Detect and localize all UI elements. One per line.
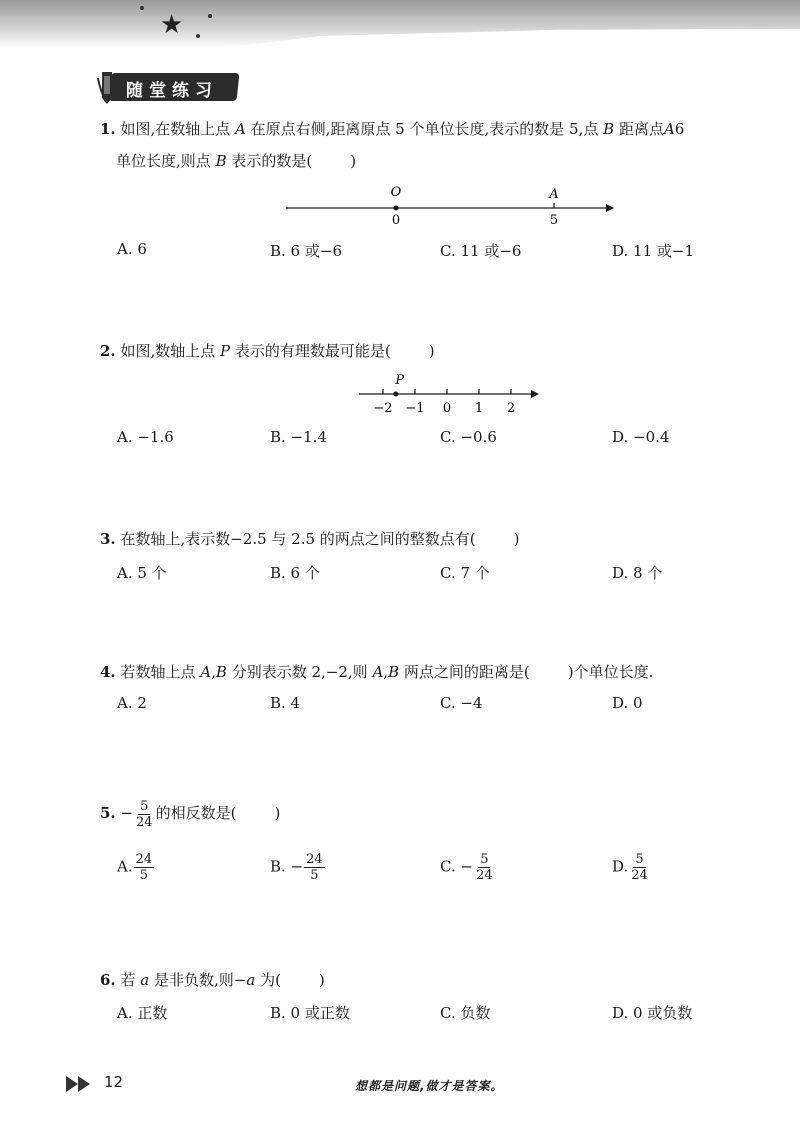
question-text: ) <box>513 530 520 548</box>
question-text: 分别表示数 2,−2,则 <box>231 663 368 681</box>
question-text: 如图,数轴上点 <box>120 342 216 360</box>
numerator: 5 <box>140 798 149 814</box>
denominator: 5 <box>310 868 319 883</box>
option-b[interactable]: B. 0 或正数 <box>270 1004 350 1022</box>
tick-label: −1 <box>405 401 425 416</box>
question-text: 在数轴上,表示数−2.5 与 2.5 的两点之间的整数点有( <box>120 530 476 548</box>
option-d[interactable]: D. −0.4 <box>612 428 670 446</box>
numerator: 24 <box>135 852 153 867</box>
footer-motto: 想都是问题,做才是答案。 <box>355 1079 504 1093</box>
option-c[interactable]: C. −0.6 <box>440 428 497 446</box>
axis-arrow-icon <box>531 390 539 398</box>
question-text: 如图,在数轴上点 <box>120 120 231 138</box>
numerator: 5 <box>635 852 644 867</box>
question-text: 表示的有理数最可能是( <box>234 342 391 360</box>
question-text: , <box>211 663 216 681</box>
tick-label: 2 <box>506 401 516 416</box>
question-text: ) <box>428 342 435 360</box>
point-a-label: A <box>549 187 559 202</box>
question-text: 表示的数是( <box>231 152 313 170</box>
number-line-figure-1 <box>280 182 620 230</box>
tick-label: 0 <box>391 213 401 228</box>
question-number: 5. <box>100 804 116 822</box>
dot-decoration <box>196 34 200 38</box>
question-text: 距离点 <box>618 120 664 138</box>
variable: A <box>372 663 384 681</box>
question-text: 单位长度,则点 <box>116 152 211 170</box>
question-2 <box>100 336 435 366</box>
section-tag <box>96 68 241 106</box>
question-number: 2. <box>100 342 116 360</box>
variable: B <box>388 663 400 681</box>
axis-arrow-icon <box>606 204 614 212</box>
denominator: 5 <box>139 868 149 883</box>
variable: P <box>220 342 231 360</box>
question-text: )个单位长度. <box>567 663 654 681</box>
variable: A <box>663 120 675 138</box>
option-a[interactable]: A. 正数 <box>117 1004 168 1022</box>
option-label: B. <box>270 857 286 876</box>
variable: a <box>246 971 256 989</box>
question-3 <box>100 524 520 554</box>
question-text: , <box>383 663 389 681</box>
option-b[interactable]: B. 6 或−6 <box>270 242 342 260</box>
question-text: 若数轴上点 <box>120 663 196 681</box>
question-text: 为( <box>260 971 281 989</box>
question-number: 6. <box>100 971 116 989</box>
origin-label: O <box>390 185 402 200</box>
question-text: 6 <box>674 120 685 138</box>
option-d[interactable]: D. 11 或−1 <box>612 242 694 260</box>
question-4 <box>100 657 653 687</box>
minus-sign: − <box>120 804 134 822</box>
fraction <box>134 852 155 883</box>
question-text: 在原点右侧,距离原点 5 个单位长度,表示的数是 5,点 <box>250 120 599 138</box>
option-d[interactable]: D. 0 <box>612 694 643 712</box>
fraction <box>134 799 155 830</box>
header-banner <box>0 0 800 48</box>
option-c[interactable]: C. 7 个 <box>440 564 490 582</box>
option-c[interactable]: C. −4 <box>440 694 483 712</box>
question-text: 若 <box>120 971 136 989</box>
option-a[interactable]: A. −1.6 <box>117 428 174 446</box>
number-line-figure-2 <box>355 370 545 418</box>
double-arrow-icon <box>66 1076 100 1092</box>
option-c[interactable] <box>440 852 496 883</box>
tick-label: 1 <box>474 401 484 416</box>
option-a[interactable]: A. 6 <box>117 240 147 258</box>
option-label: A. <box>117 857 133 876</box>
option-a[interactable] <box>117 852 155 883</box>
minus-sign: − <box>290 857 304 876</box>
denominator: 24 <box>476 868 493 883</box>
fraction <box>474 852 495 883</box>
variable: a <box>140 971 150 989</box>
question-text: 是非负数,则− <box>153 971 247 989</box>
page-number: 12 <box>104 1073 124 1091</box>
option-label: C. <box>440 857 456 876</box>
question-number: 3. <box>100 530 116 548</box>
variable: A <box>200 663 212 681</box>
variable: A <box>235 120 246 138</box>
tick-label: 0 <box>442 401 452 416</box>
option-d[interactable]: D. 0 或负数 <box>612 1004 693 1022</box>
tick-label: 5 <box>549 213 559 228</box>
point-p-label: P <box>395 373 405 388</box>
question-5 <box>100 798 280 830</box>
fraction <box>304 852 325 883</box>
star-icon: ★ <box>160 10 184 40</box>
option-b[interactable]: B. 6 个 <box>270 564 320 582</box>
section-title: 随堂练习 <box>126 81 218 101</box>
minus-sign: − <box>460 857 474 876</box>
question-1-line-2 <box>116 146 356 176</box>
question-text: ) <box>350 152 357 170</box>
question-text: ) <box>318 971 325 989</box>
dot-decoration <box>140 6 144 10</box>
question-6 <box>100 965 325 995</box>
option-b[interactable]: B. 4 <box>270 694 301 712</box>
option-c[interactable]: C. 负数 <box>440 1004 491 1022</box>
option-a[interactable]: A. 2 <box>117 694 147 712</box>
tick-label: −2 <box>373 401 393 416</box>
point-p <box>393 392 398 397</box>
option-b[interactable] <box>270 852 326 883</box>
fraction <box>629 852 650 883</box>
option-d[interactable] <box>612 852 651 883</box>
question-number: 1. <box>100 120 116 138</box>
origin-point <box>394 206 399 211</box>
denominator: 24 <box>136 814 153 830</box>
dot-decoration <box>208 14 212 18</box>
denominator: 24 <box>631 868 648 883</box>
question-text: 两点之间的距离是( <box>403 663 530 681</box>
option-label: D. <box>612 857 629 876</box>
option-b[interactable]: B. −1.4 <box>270 428 327 446</box>
variable: B <box>603 120 615 138</box>
numerator: 24 <box>306 852 323 867</box>
numerator: 5 <box>480 852 489 867</box>
option-d[interactable]: D. 8 个 <box>612 564 663 582</box>
variable: B <box>215 152 227 170</box>
question-number: 4. <box>100 663 116 681</box>
question-text: ) <box>274 804 281 822</box>
variable: B <box>215 663 227 681</box>
question-1 <box>100 114 684 144</box>
option-a[interactable]: A. 5 个 <box>117 564 167 582</box>
pencil-icon <box>96 68 126 106</box>
option-c[interactable]: C. 11 或−6 <box>440 242 522 260</box>
question-text: 的相反数是( <box>155 804 237 822</box>
